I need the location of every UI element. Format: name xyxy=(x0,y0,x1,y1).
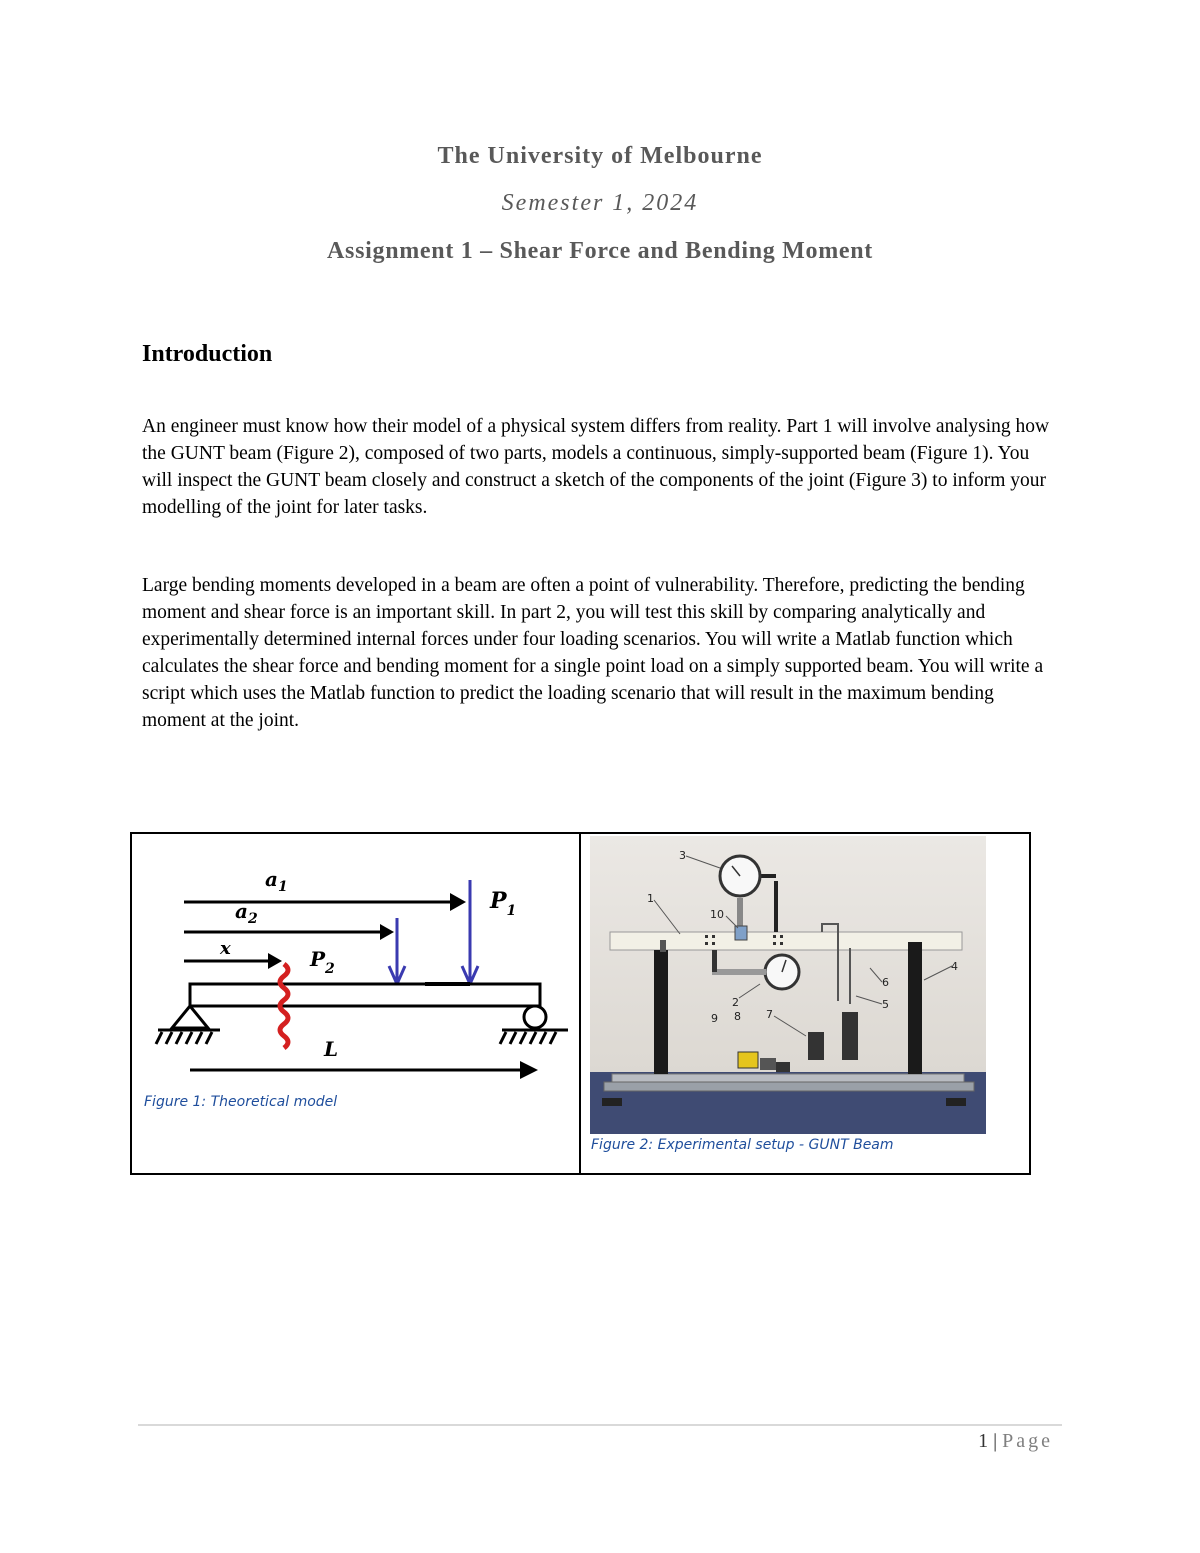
callout-1: 1 xyxy=(647,892,654,905)
introduction-heading: Introduction xyxy=(142,341,273,367)
figure-table xyxy=(130,832,1031,1175)
callout-4: 4 xyxy=(951,960,958,973)
beam xyxy=(190,984,540,1006)
callout-6: 6 xyxy=(882,976,889,989)
figure-1-caption: Figure 1: Theoretical model xyxy=(144,1094,338,1110)
callout-3: 3 xyxy=(679,849,686,862)
a2-arrow xyxy=(184,924,394,940)
a1-arrow xyxy=(184,893,466,911)
semester-line: Semester 1, 2024 xyxy=(501,190,699,216)
page-label: Page xyxy=(1002,1430,1053,1452)
pin-support xyxy=(156,1006,220,1044)
p2-label: $P_2$ xyxy=(310,947,335,977)
callout-8: 8 xyxy=(734,1010,741,1023)
x-label: x xyxy=(220,938,231,959)
x-arrow xyxy=(184,953,282,969)
roller-support xyxy=(500,1006,568,1044)
page-number: 1 xyxy=(978,1430,989,1452)
gunt-beam-photo xyxy=(590,836,986,1134)
a1-label: $a_1$ xyxy=(265,867,288,895)
p2-load-arrow xyxy=(389,918,405,984)
page-footer xyxy=(978,1430,1053,1453)
callout-2: 2 xyxy=(732,996,739,1009)
callout-9: 9 xyxy=(711,1012,718,1025)
figure-divider xyxy=(579,834,581,1173)
theoretical-model-diagram xyxy=(140,856,570,1096)
length-arrow xyxy=(190,1061,538,1079)
callout-5: 5 xyxy=(882,998,889,1011)
figure-2-caption: Figure 2: Experimental setup - GUNT Beam xyxy=(591,1137,894,1153)
p1-label: $P_1$ xyxy=(490,888,517,919)
intro-paragraph-1: An engineer must know how their model of a physical system differs from reality. Part 1 will involve analysing how the GUNT beam (Figure 2), composed of two parts, models a continuous, simply-supported beam (Figure 1). You will inspect the GUNT beam closely and construct a sketch of the components of the joint (Figure 3) to inform your modelling of the joint for later tasks. xyxy=(142,416,1050,518)
p1-load-arrow xyxy=(462,880,478,984)
l-label: L xyxy=(324,1037,339,1061)
university-name: The University of Melbourne xyxy=(437,143,763,169)
callout-7: 7 xyxy=(766,1008,773,1021)
page-separator: | xyxy=(993,1430,998,1452)
assignment-title: Assignment 1 – Shear Force and Bending Moment xyxy=(327,238,873,264)
callout-10: 10 xyxy=(710,908,724,921)
intro-paragraph-2: Large bending moments developed in a beam are often a point of vulnerability. Therefore, predicting the bending moment and shear force is an important skill. In part 2, you will test this skill by comparing analytically and experimentally determined internal forces under four loading scenarios. You will write a Matlab function which calculates the shear force and bending moment for a single point load on a simply supported beam. You will write a script which uses the Matlab function to predict the loading scenario that will result in the maximum bending moment at the joint. xyxy=(142,575,1044,731)
a2-label: $a_2$ xyxy=(235,899,258,927)
footer-rule xyxy=(138,1424,1062,1426)
